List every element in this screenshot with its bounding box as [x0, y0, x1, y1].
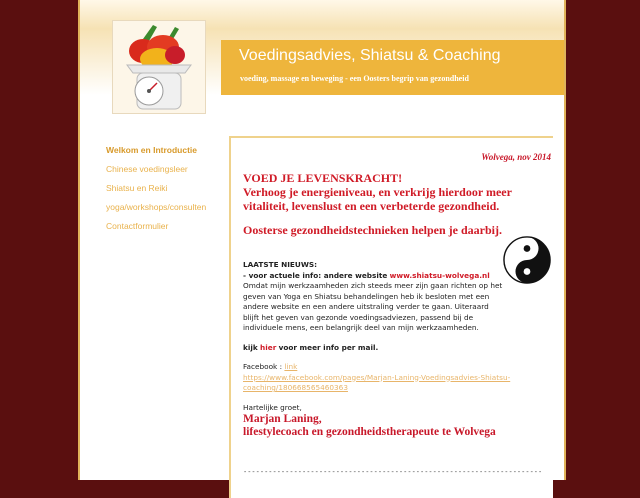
vegetables-scale-illustration [113, 21, 205, 113]
signature-name: Marjan Laning, [243, 413, 322, 425]
news-body: Omdat mijn werkzaamheden zich steeds meer zijn gaan richten op het geven van Yoga en Shiatsu behandelingen heb ik besloten met een andere website en een andere uitstraling verder te gaan. Uiteraard blijft het geven van gezonde voedingsadviezen, passend bij de individuele mens, een belangrijk deel van mijn werkzaamheden. [243, 281, 503, 332]
mail-here-link[interactable]: hier [260, 342, 277, 352]
site-title: Voedingsadvies, Shiatsu & Coaching [239, 47, 501, 64]
nav-item-welkom[interactable]: Welkom en Introductie [106, 145, 197, 155]
nav-item-contactformulier[interactable]: Contactformulier [106, 221, 169, 231]
news-line: - voor actuele info: andere website www.shiatsu-wolvega.nl [243, 270, 490, 280]
headline [243, 171, 551, 213]
signature-role: lifestylecoach en gezondheidstherapeute te Wolvega [243, 426, 496, 438]
headline-line-1: VOED JE LEVENSKRACHT! [243, 171, 403, 185]
date-line: Wolvega, nov 2014 [481, 152, 551, 162]
header-banner [221, 40, 564, 95]
facebook-link[interactable]: link [284, 362, 298, 371]
news-title: LAATSTE NIEUWS: [243, 260, 318, 269]
sidebar-nav [106, 145, 226, 240]
page [78, 0, 566, 480]
greeting: Hartelijke groet, [243, 402, 302, 412]
news-section [243, 260, 511, 439]
site-subtitle: voeding, massage en beweging - een Oosters begrip van gezondheid [240, 74, 469, 83]
mail-line: kijk hier voor meer info per mail. [243, 342, 379, 352]
yin-yang-icon [503, 236, 551, 284]
headline-line-2: Verhoog je energieniveau, en verkrijg hierdoor meer vitaliteit, levenslust en een verbeterde gezondheid. [243, 185, 512, 213]
subheadline: Oosterse gezondheidstechnieken helpen je daarbij. [243, 223, 502, 237]
main-content [229, 136, 553, 498]
facebook-url-link[interactable]: https://www.facebook.com/pages/Marjan-Laning-Voedingsadvies-Shiatsu-coaching/180668565460363 [243, 372, 511, 392]
header-photo-vegetables-scale [112, 20, 206, 114]
nav-item-yoga-workshops[interactable]: yoga/workshops/consulten [106, 202, 207, 212]
dashed-divider: ----------------------------------------------------------------------- [243, 468, 543, 476]
nav-item-shiatsu-reiki[interactable]: Shiatsu en Reiki [106, 183, 168, 193]
shiatsu-wolvega-link[interactable]: www.shiatsu-wolvega.nl [389, 270, 490, 280]
nav-item-chinese-voedingsleer[interactable]: Chinese voedingsleer [106, 164, 188, 174]
facebook-line: Facebook : link [243, 362, 298, 371]
